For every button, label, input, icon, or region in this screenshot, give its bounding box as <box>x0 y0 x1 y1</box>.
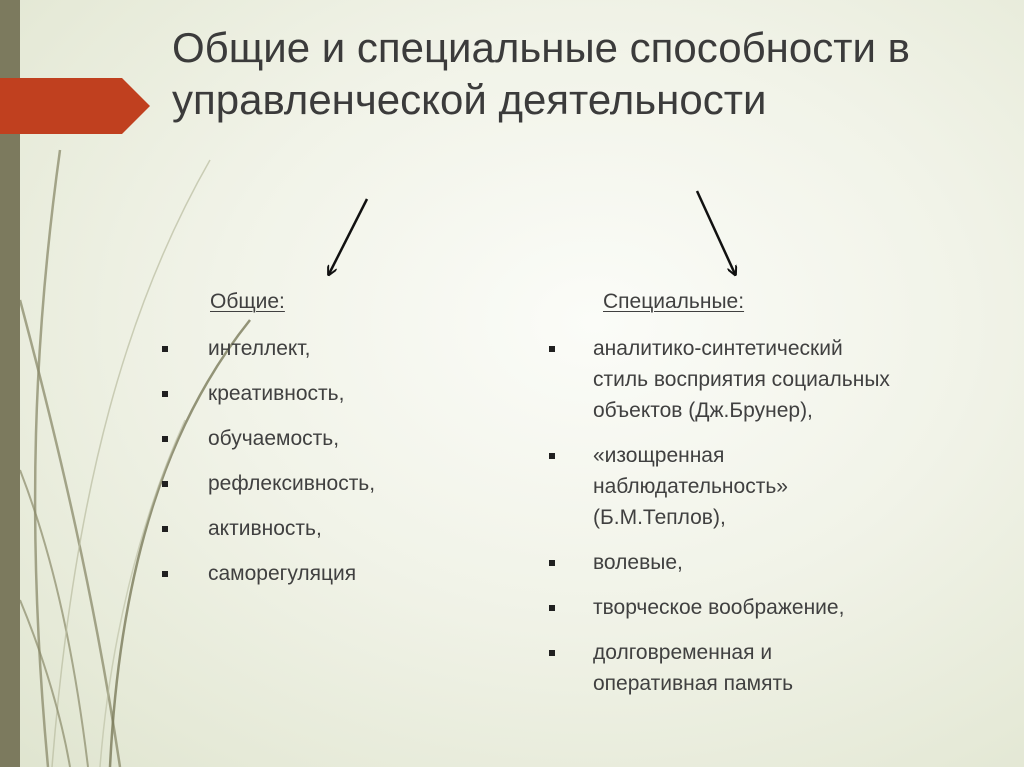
list-item: креативность, <box>208 378 538 409</box>
list-item-text: долговременная и оперативная память <box>593 641 794 695</box>
special-abilities-list <box>593 333 1003 713</box>
general-abilities-list <box>208 333 538 603</box>
list-item: обучаемость, <box>208 423 538 454</box>
list-item: саморегуляция <box>208 558 538 589</box>
list-item <box>593 637 1003 699</box>
list-item-text: «изощренная наблюдательность» (Б.М.Теплов), <box>593 444 788 529</box>
list-item: рефлексивность, <box>208 468 538 499</box>
list-item <box>593 440 1003 533</box>
list-item-text: творческое воображение, <box>593 596 845 619</box>
list-item: активность, <box>208 513 538 544</box>
list-item-text: волевые, <box>593 551 683 574</box>
list-item <box>593 333 1003 426</box>
list-item-text: аналитико-синтетический стиль восприятия социальных объектов (Дж.Брунер), <box>593 337 890 422</box>
slide-title: Общие и специальные способности в управленческой деятельности <box>172 24 910 123</box>
list-item: интеллект, <box>208 333 538 364</box>
special-abilities-heading: Специальные: <box>603 290 745 313</box>
general-abilities-heading: Общие: <box>210 290 285 313</box>
list-item <box>593 592 1003 623</box>
arrow-down-left-icon <box>329 199 367 274</box>
arrow-down-right-icon <box>697 191 735 274</box>
list-item <box>593 547 1003 578</box>
